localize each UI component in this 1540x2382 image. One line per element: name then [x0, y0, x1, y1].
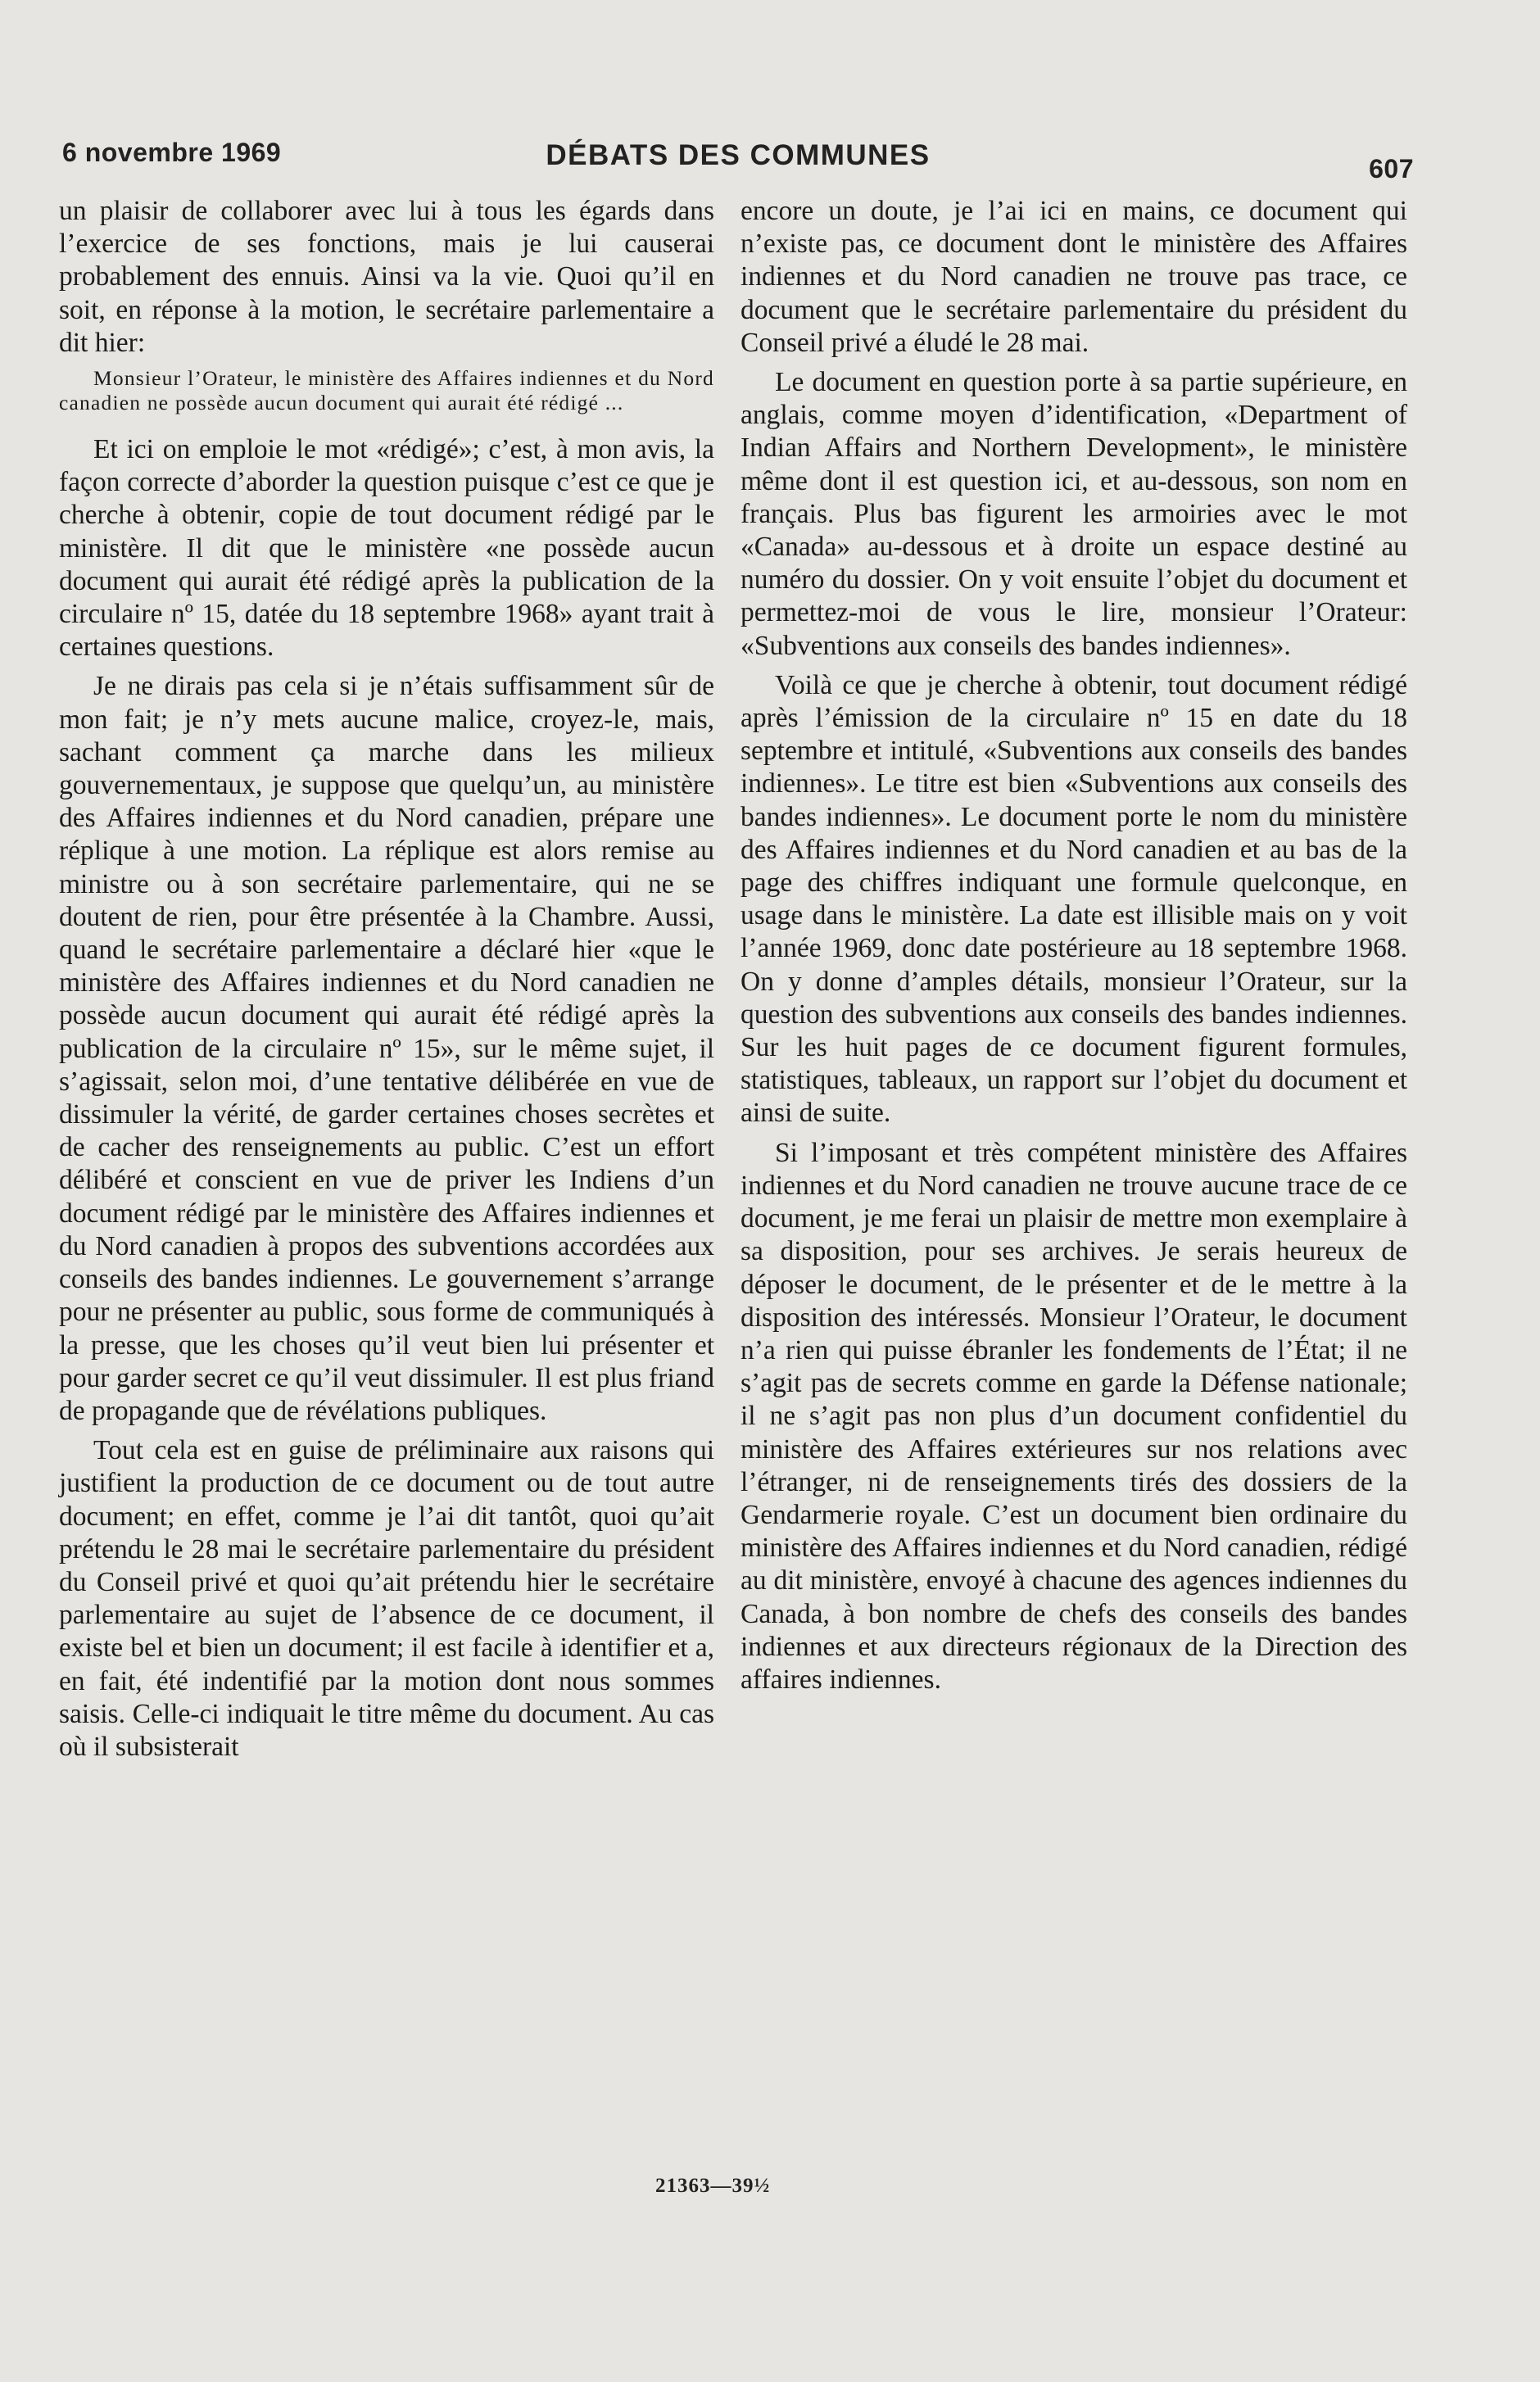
- right-column: [741, 195, 1407, 1696]
- left-paragraph-1: un plaisir de collaborer avec lui à tous les égards dans l’exercice de ses fonctions, mais je lui causerai probablement des ennuis. Ainsi va la vie. Quoi qu’il en soit, en réponse à la motion, le secrétaire parlementaire a dit hier:: [59, 196, 714, 358]
- page-header: [62, 131, 1414, 183]
- left-paragraph-4: Tout cela est en guise de préliminaire aux raisons qui justifient la production de ce document ou de tout autre document; en effet, comme je l’ai dit tantôt, quoi qu’ait prétendu le 28 mai le secrétaire parlementaire du président du Conseil privé et quoi qu’ait prétendu hier le secrétaire parlementaire au sujet de l’absence de ce document, il existe bel et bien un document; il est facile à identifier et a, en fait, été indentifié par la motion dont nous sommes saisis. Celle-ci indiquait le titre même du document. Au cas où il subsisterait: [59, 1435, 714, 1762]
- footer-code: 21363—39½: [655, 2175, 771, 2197]
- right-paragraph-1: encore un doute, je l’ai ici en mains, ce document qui n’existe pas, ce document dont le ministère des Affaires indiennes et du Nord canadien ne trouve pas trace, ce document que le secrétaire parlementaire du président du Conseil privé a éludé le 28 mai.: [741, 196, 1407, 358]
- left-paragraph-2: Et ici on emploie le mot «rédigé»; c’est, à mon avis, la façon correcte d’aborder la question puisque c’est ce que je cherche à obtenir, copie de tout document rédigé par le ministère. Il dit que le ministère «ne possède aucun document qui aurait été rédigé après la publication de la circulaire nº 15, datée du 18 septembre 1968» ayant trait à certaines questions.: [59, 434, 714, 663]
- header-date: 6 novembre 1969: [62, 138, 282, 167]
- left-paragraph-3: Je ne dirais pas cela si je n’étais suffisamment sûr de mon fait; je n’y mets aucune malice, croyez-le, mais, sachant comment ça marche dans les milieux gouvernementaux, je suppose que quelqu’un, au ministère des Affaires indiennes et du Nord canadien, prépare une réplique à une motion. La réplique est alors remise au ministre ou à son secrétaire parlementaire, qui ne se doutent de rien, pour être présentée à la Chambre. Aussi, quand le secrétaire parlementaire a déclaré hier «que le ministère des Affaires indiennes et du Nord canadien ne possède aucun document qui aurait été rédigé après la publication de la circulaire nº 15», sur le même sujet, il s’agissait, selon moi, d’une tentative délibérée en vue de dissimuler la vérité, de garder certaines choses secrètes et de cacher des renseignements au public. C’est un effort délibéré et conscient en vue de priver les Indiens d’un document rédigé par le ministère des Affaires indiennes et du Nord canadien à propos des subventions accordées aux conseils des bandes indiennes. Le gouvernement s’arrange pour ne présenter au public, sous forme de communiqués à la presse, que les choses qu’il veut bien lui présenter et pour garder secret ce qu’il veut dissimuler. Il est plus friand de propagande que de révélations publiques.: [59, 671, 714, 1426]
- left-column: [59, 195, 714, 1764]
- right-paragraph-4: Si l’imposant et très compétent ministère des Affaires indiennes et du Nord canadien ne trouve aucune trace de ce document, je me ferai un plaisir de mettre mon exemplaire à sa disposition, pour ses archives. Je serais heureux de déposer le document, de le présenter et de le mettre à la disposition des intéressés. Monsieur l’Orateur, le document n’a rien qui puisse ébranler les fondements de l’État; il ne s’agit pas de secrets comme en garde la Défense nationale; il ne s’agit pas non plus d’un document confidentiel du ministère des Affaires extérieures sur nos relations avec l’étranger, ni de renseignements tirés des dossiers de la Gendarmerie royale. C’est un document bien ordinaire du ministère des Affaires indiennes et du Nord canadien, rédigé au dit ministère, envoyé à chacune des agences indiennes du Canada, à bon nombre de chefs des conseils des bandes indiennes et aux directeurs régionaux de la Direction des affaires indiennes.: [741, 1137, 1407, 1695]
- right-paragraph-3: Voilà ce que je cherche à obtenir, tout document rédigé après l’émission de la circulaire nº 15 en date du 18 septembre et intitulé, «Subventions aux conseils des bandes indiennes». Le titre est bien «Subventions aux conseils des bandes indiennes». Le document porte le nom du ministère des Affaires indiennes et du Nord canadien et au bas de la page des chiffres indiquant une formule quelconque, en usage dans le ministère. La date est illisible mais on y voit l’année 1969, donc date postérieure au 18 septembre 1968. On y donne d’amples détails, monsieur l’Orateur, sur la question des subventions aux conseils des bandes indiennes. Sur les huit pages de ce document figurent formules, statistiques, tableaux, un rapport sur l’objet du document et ainsi de suite.: [741, 669, 1407, 1129]
- header-page-number: 607: [1369, 154, 1414, 183]
- right-paragraph-2: Le document en question porte à sa partie supérieure, en anglais, comme moyen d’identification, «Department of Indian Affairs and Northern Development», le ministère même dont il est question ici, et au-dessous, son nom en français. Plus bas figurent les armoiries avec le mot «Canada» au-dessous et à droite un espace destiné au numéro du dossier. On y voit ensuite l’objet du document et permettez-moi de vous le lire, monsieur l’Orateur: «Subventions aux conseils des bandes indiennes».: [741, 367, 1407, 661]
- header-title: DÉBATS DES COMMUNES: [546, 139, 931, 171]
- left-quote: Monsieur l’Orateur, le ministère des Affaires indiennes et du Nord canadien ne possède aucun document qui aurait été rédigé ...: [59, 366, 714, 415]
